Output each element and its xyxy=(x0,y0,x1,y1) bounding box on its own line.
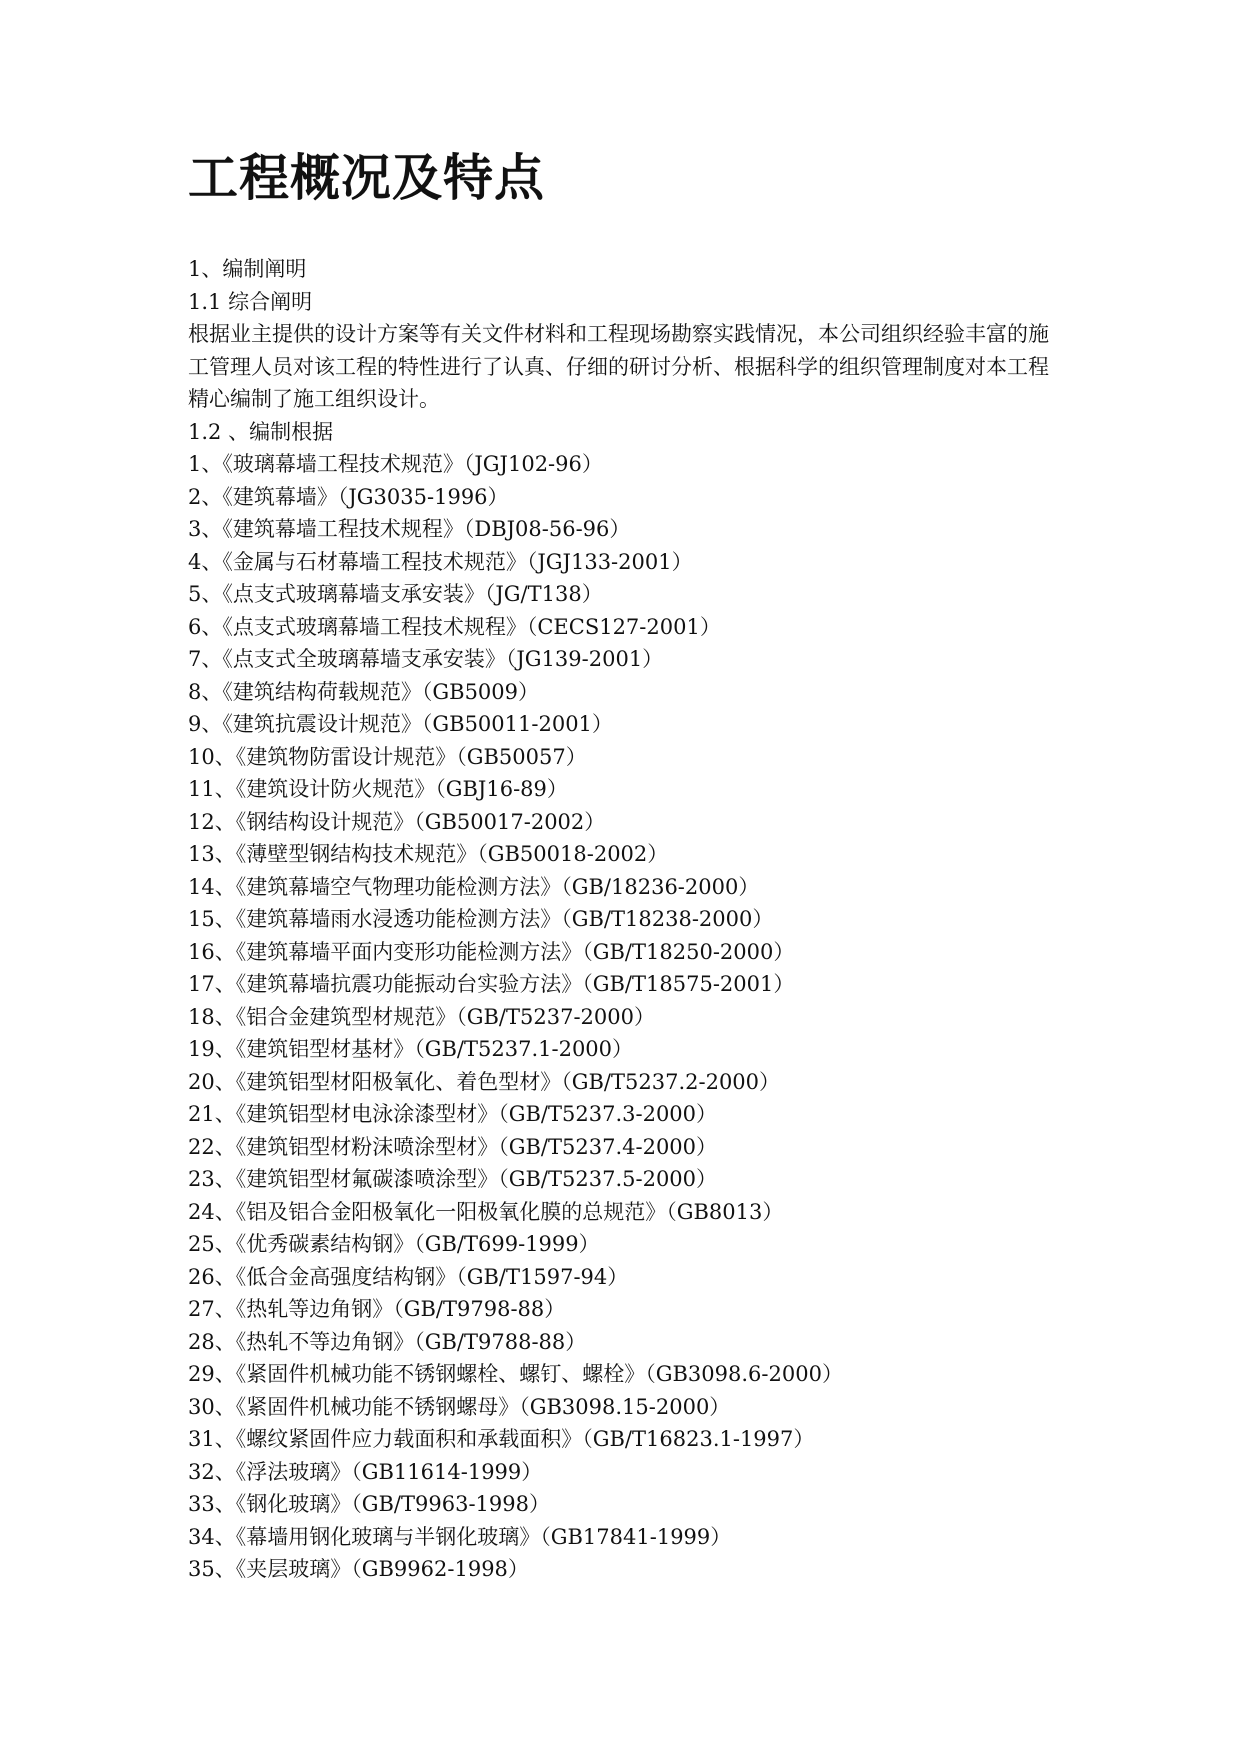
section-heading-1: 1、编制阐明 xyxy=(188,257,307,281)
reference-item: 3、《建筑幕墙工程技术规程》（DBJ08-56-96） xyxy=(188,517,631,541)
reference-item: 27、《热轧等边角钢》（GB/T9798-88） xyxy=(188,1297,566,1321)
reference-item: 6、《点支式玻璃幕墙工程技术规程》（CECS127-2001） xyxy=(188,614,721,639)
reference-item: 5、《点支式玻璃幕墙支承安装》（JG/T138） xyxy=(188,582,603,606)
reference-item: 30、《紧固件机械功能不锈钢螺母》（GB3098.15-2000） xyxy=(188,1394,731,1419)
summary-paragraph: 根据业主提供的设计方案等有关文件材料和工程现场勘察实践情况，本公司组织经验丰富的施工管理人员对该工程的特性进行了认真、仔细的研讨分析、根据科学的组织管理制度对本工程精心编制了施工组织设计。 xyxy=(188,322,1049,411)
reference-item: 22、《建筑铝型材粉沫喷涂型材》（GB/T5237.4-2000） xyxy=(188,1134,718,1159)
reference-item: 19、《建筑铝型材基材》（GB/T5237.1-2000） xyxy=(188,1037,634,1061)
reference-item: 28、《热轧不等边角钢》（GB/T9788-88） xyxy=(188,1329,587,1354)
reference-item: 7、《点支式全玻璃幕墙支承安装》（JG139-2001） xyxy=(188,647,664,671)
reference-item: 35、《夹层玻璃》（GB9962-1998） xyxy=(188,1557,529,1581)
reference-item: 11、《建筑设计防火规范》（GBJ16-89） xyxy=(188,777,568,801)
reference-item: 20、《建筑铝型材阳极氧化、着色型材》（GB/T5237.2-2000） xyxy=(188,1069,781,1094)
reference-item: 4、《金属与石材幕墙工程技术规范》（JGJ133-2001） xyxy=(188,549,693,574)
reference-item: 24、《铝及铝合金阳极氧化一阳极氧化膜的总规范》（GB8013） xyxy=(188,1199,784,1224)
reference-item: 10、《建筑物防雷设计规范》（GB50057） xyxy=(188,744,587,769)
reference-item: 32、《浮法玻璃》（GB11614-1999） xyxy=(188,1459,543,1484)
reference-item: 9、《建筑抗震设计规范》（GB50011-2001） xyxy=(188,712,613,736)
reference-item: 13、《薄壁型钢结构技术规范》（GB50018-2002） xyxy=(188,842,669,866)
reference-item: 26、《低合金高强度结构钢》（GB/T1597-94） xyxy=(188,1264,629,1289)
reference-item: 29、《紧固件机械功能不锈钢螺栓、螺钉、螺栓》（GB3098.6-2000） xyxy=(188,1362,843,1386)
section-heading-1-1: 1.1 综合阐明 xyxy=(188,289,313,314)
reference-list xyxy=(188,448,1068,1586)
section-heading-1-2: 1.2 、编制根据 xyxy=(188,419,334,444)
reference-item: 12、《钢结构设计规范》（GB50017-2002） xyxy=(188,809,606,834)
reference-item: 8、《建筑结构荷载规范》（GB5009） xyxy=(188,679,540,704)
reference-item: 34、《幕墙用钢化玻璃与半钢化玻璃》（GB17841-1999） xyxy=(188,1524,732,1549)
reference-item: 18、《铝合金建筑型材规范》（GB/T5237-2000） xyxy=(188,1004,655,1029)
reference-item: 33、《钢化玻璃》（GB/T9963-1998） xyxy=(188,1492,550,1516)
reference-item: 25、《优秀碳素结构钢》（GB/T699-1999） xyxy=(188,1232,600,1256)
document-body xyxy=(188,253,1068,1586)
reference-item: 1、《玻璃幕墙工程技术规范》（JGJ102-96） xyxy=(188,452,603,476)
document-title: 工程概况及特点 xyxy=(188,148,545,207)
reference-item: 31、《螺纹紧固件应力载面积和承载面积》（GB/T16823.1-1997） xyxy=(188,1427,815,1451)
reference-item: 14、《建筑幕墙空气物理功能检测方法》（GB/18236-2000） xyxy=(188,874,760,899)
reference-item: 2、《建筑幕墙》（JG3035-1996） xyxy=(188,484,509,509)
reference-item: 21、《建筑铝型材电泳涂漆型材》（GB/T5237.3-2000） xyxy=(188,1102,718,1126)
reference-item: 15、《建筑幕墙雨水浸透功能检测方法》（GB/T18238-2000） xyxy=(188,907,774,931)
reference-item: 16、《建筑幕墙平面内变形功能检测方法》（GB/T18250-2000） xyxy=(188,939,795,964)
reference-item: 23、《建筑铝型材氟碳漆喷涂型》（GB/T5237.5-2000） xyxy=(188,1167,718,1191)
reference-item: 17、《建筑幕墙抗震功能振动台实验方法》（GB/T18575-2001） xyxy=(188,972,795,996)
